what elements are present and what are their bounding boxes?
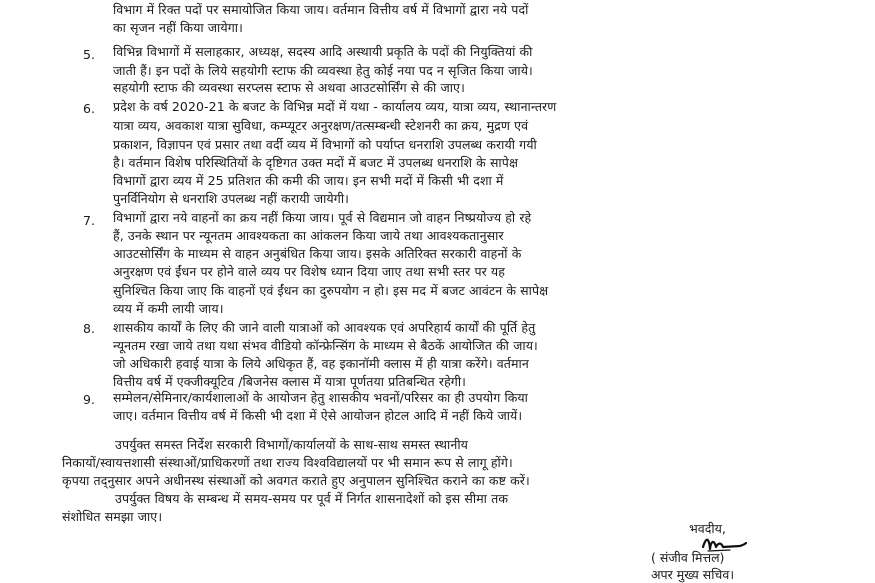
paragraph-line: का सृजन नहीं किया जायेगा। (113, 20, 243, 35)
paragraph-line: सहयोगी स्टाफ की व्यवस्था सरप्लस स्टाफ से अथवा आउटसोर्सिंग से की जाए। (113, 80, 465, 95)
paragraph-line: सम्मेलन/सेमिनार/कार्यशालाओं के आयोजन हेतु शासकीय भवनों/परिसर का ही उपयोग किया (113, 390, 528, 405)
paragraph-line: वित्तीय वर्ष में एक्जीक्यूटिव /बिजनेस क्लास में यात्रा पूर्णतया प्रतिबन्धित रहेगी। (113, 374, 467, 389)
paragraph-line: हैं, उनके स्थान पर न्यूनतम आवश्यकता का आंकलन किया जाये तथा आवश्यकतानुसार (113, 228, 504, 243)
paragraph-line: जाए। वर्तमान वित्तीय वर्ष में किसी भी दशा में ऐसे आयोजन होटल आदि में नहीं किये जायें। (113, 408, 523, 423)
paragraph-line: अनुरक्षण एवं ईंधन पर होने वाले व्यय पर विशेष ध्यान दिया जाए तथा सभी स्तर पर यह (113, 264, 506, 279)
paragraph-line: कृपया तद्नुसार अपने अधीनस्थ संस्थाओं को अवगत कराते हुए अनुपालन सुनिश्चित कराने का कष्ट करें। (62, 473, 530, 488)
paragraph-line: पुनर्विनियोग से धनराशि उपलब्ध नहीं करायी जायेगी। (113, 191, 349, 206)
item-number: 8. (83, 321, 95, 336)
signatory-designation: अपर मुख्य सचिव। (651, 567, 735, 582)
paragraph-line: उपर्युक्त समस्त निर्देश सरकारी विभागों/कार्यालयों के साथ-साथ समस्त स्थानीय (115, 437, 469, 452)
item-number: 5. (83, 47, 95, 62)
paragraph-line: विभागों द्वारा नये वाहनों का क्रय नहीं किया जाय। पूर्व से विद्यमान जो वाहन निष्प्रयोज्य हो रहे (113, 210, 532, 225)
salutation: भवदीय, (689, 521, 726, 536)
paragraph-line: विभाग में रिक्त पदों पर समायोजित किया जाय। वर्तमान वित्तीय वर्ष में विभागों द्वारा नये पदों (113, 2, 529, 17)
paragraph-line: निकायों/स्वायत्तशासी संस्थाओं/प्राधिकरणों तथा राज्य विश्वविद्यालयों पर भी समान रूप से लागू होंगे। (62, 455, 513, 470)
paragraph-line: शासकीय कार्यों के लिए की जाने वाली यात्राओं को आवश्यक एवं अपरिहार्य कार्यों की पूर्ति हेतु (113, 320, 536, 335)
item-number: 7. (83, 213, 95, 228)
paragraph-line: है। वर्तमान विशेष परिस्थितियों के दृष्टिगत उक्त मदों में बजट में उपलब्ध धनराशि के सापेक्ष (113, 155, 519, 170)
paragraph-line: प्रकाशन, विज्ञापन एवं प्रसार तथा वर्दी व्यय में विभागों को पर्याप्त धनराशि उपलब्ध करायी गयी (113, 137, 537, 152)
paragraph-line: सुनिश्चित किया जाए कि वाहनों एवं ईंधन का दुरुपयोग न हो। इस मद में बजट आवंटन के सापेक्ष (113, 283, 549, 298)
paragraph-line: जाती हैं। इन पदों के लिये सहयोगी स्टाफ की व्यवस्था हेतु कोई नया पद न सृजित किया जाये। (113, 63, 533, 78)
signatory-name: ( संजीव मित्तल) (651, 550, 725, 565)
paragraph-line: प्रदेश के वर्ष 2020-21 के बजट के विभिन्न मदों में यथा - कार्यालय व्यय, यात्रा व्यय, स्थानान्तरण (113, 99, 557, 114)
paragraph-line: जो अधिकारी हवाई यात्रा के लिये अधिकृत हैं, वह इकानॉमी क्लास में ही यात्रा करेंगे। वर्तमान (113, 356, 529, 371)
item-number: 9. (83, 392, 95, 407)
paragraph-line: आउटसोर्सिंग के माध्यम से वाहन अनुबंधित किया जाय। इसके अतिरिक्त सरकारी वाहनों के (113, 246, 522, 261)
paragraph-line: विभागों द्वारा व्यय में 25 प्रतिशत की कमी की जाय। इन सभी मदों में किसी भी दशा में (113, 173, 504, 188)
paragraph-line: उपर्युक्त विषय के सम्बन्ध में समय-समय पर पूर्व में निर्गत शासनादेशों को इस सीमा तक (115, 491, 509, 506)
paragraph-line: संशोधित समझा जाए। (62, 509, 163, 524)
paragraph-line: विभिन्न विभागों में सलाहकार, अध्यक्ष, सदस्य आदि अस्थायी प्रकृति के पदों की नियुक्तियां की (113, 44, 533, 59)
paragraph-line: यात्रा व्यय, अवकाश यात्रा सुविधा, कम्प्यूटर अनुरक्षण/तत्सम्बन्धी स्टेशनरी का क्रय, मुद्रण एवं (113, 118, 529, 133)
paragraph-line: व्यय में कमी लायी जाय। (113, 301, 224, 316)
paragraph-line: न्यूनतम रखा जाये तथा यथा संभव वीडियो कॉन्फ्रेन्सिंग के माध्यम से बैठकें आयोजित की जाय। (113, 338, 538, 353)
item-number: 6. (83, 101, 95, 116)
